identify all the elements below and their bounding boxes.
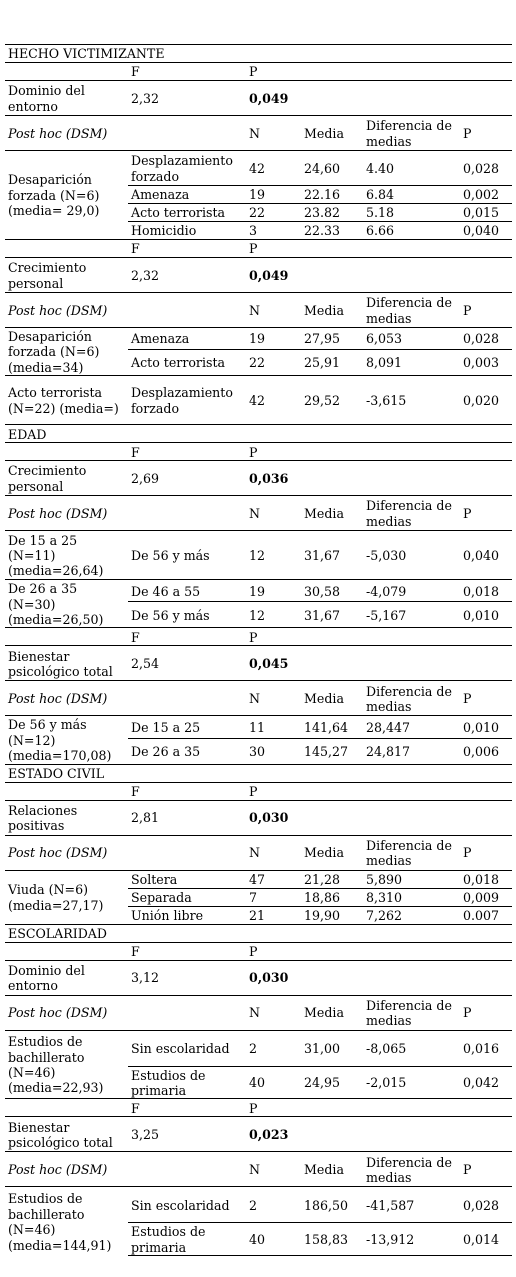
- diff-value: 4.40: [363, 151, 460, 186]
- f-header: F: [128, 628, 246, 646]
- f-header: F: [128, 63, 246, 81]
- group-label: De 56 y más (N=12) (media=170,08): [5, 716, 128, 764]
- p-value: 0,030: [246, 960, 512, 995]
- n-value: 2: [246, 1187, 301, 1223]
- diff-value: -41,587: [363, 1187, 460, 1223]
- posthoc-label: Post hoc (DSM): [5, 293, 246, 328]
- f-value: 2,32: [128, 258, 246, 293]
- diff-header: Diferencia de medias: [363, 835, 460, 870]
- p-header: P: [246, 1099, 512, 1117]
- anova-row: [5, 646, 512, 681]
- comparison-row: [5, 716, 512, 738]
- comparison-row: [5, 531, 512, 580]
- anova-row: [5, 960, 512, 995]
- posthoc-p-value: 0,014: [460, 1223, 512, 1256]
- group-label: Desaparición forzada (N=6) (media= 29,0): [5, 151, 128, 240]
- fp-header-row: [5, 628, 512, 646]
- media-value: 19,90: [301, 906, 363, 924]
- posthoc-p-value: 0,020: [460, 376, 512, 425]
- media-value: 30,58: [301, 580, 363, 602]
- comparison-group: De 26 a 35: [128, 738, 246, 764]
- diff-value: -13,912: [363, 1223, 460, 1256]
- section-header-row: [5, 924, 512, 942]
- f-value: 3,25: [128, 1117, 246, 1152]
- posthoc-label: Post hoc (DSM): [5, 681, 246, 716]
- n-value: 19: [246, 186, 301, 204]
- diff-value: -8,065: [363, 1030, 460, 1066]
- media-value: 22.16: [301, 186, 363, 204]
- p-value: 0,036: [246, 461, 512, 496]
- posthoc-p-value: 0,003: [460, 350, 512, 376]
- posthoc-p-header: P: [460, 681, 512, 716]
- diff-header: Diferencia de medias: [363, 496, 460, 531]
- diff-value: 7,262: [363, 906, 460, 924]
- n-header: N: [246, 1152, 301, 1187]
- diff-value: 8,310: [363, 888, 460, 906]
- variable-name: Crecimiento personal: [5, 461, 128, 496]
- group-label: Desaparición forzada (N=6) (media=34): [5, 328, 128, 376]
- media-header: Media: [301, 681, 363, 716]
- comparison-group: De 15 a 25: [128, 716, 246, 738]
- diff-value: 8,091: [363, 350, 460, 376]
- diff-value: 28,447: [363, 716, 460, 738]
- media-value: 158,83: [301, 1223, 363, 1256]
- media-value: 31,00: [301, 1030, 363, 1066]
- diff-header: Diferencia de medias: [363, 681, 460, 716]
- n-header: N: [246, 835, 301, 870]
- n-value: 21: [246, 906, 301, 924]
- comparison-row: [5, 376, 512, 425]
- posthoc-p-header: P: [460, 1152, 512, 1187]
- section-title: HECHO VICTIMIZANTE: [5, 45, 512, 63]
- posthoc-p-header: P: [460, 835, 512, 870]
- comparison-row: [5, 1030, 512, 1066]
- p-value: 0,045: [246, 646, 512, 681]
- group-label: Viuda (N=6) (media=27,17): [5, 870, 128, 924]
- posthoc-p-value: 0.007: [460, 906, 512, 924]
- p-value: 0,023: [246, 1117, 512, 1152]
- anova-row: [5, 258, 512, 293]
- posthoc-p-value: 0,040: [460, 531, 512, 580]
- posthoc-label: Post hoc (DSM): [5, 1152, 246, 1187]
- results-table: [5, 44, 512, 1256]
- comparison-group: Separada: [128, 888, 246, 906]
- section-title: ESTADO CIVIL: [5, 764, 512, 782]
- comparison-group: Amenaza: [128, 328, 246, 350]
- section-title: EDAD: [5, 425, 512, 443]
- media-header: Media: [301, 293, 363, 328]
- diff-value: 6.84: [363, 186, 460, 204]
- group-label: Estudios de bachillerato (N=46) (media=22,93): [5, 1030, 128, 1099]
- section-header-row: [5, 764, 512, 782]
- fp-header-row: [5, 782, 512, 800]
- empty-cell: [5, 942, 128, 960]
- p-header: P: [246, 240, 512, 258]
- anova-row: [5, 81, 512, 116]
- comparison-group: Acto terrorista: [128, 350, 246, 376]
- f-value: 3,12: [128, 960, 246, 995]
- media-header: Media: [301, 116, 363, 151]
- n-value: 22: [246, 350, 301, 376]
- comparison-group: Estudios de primaria: [128, 1066, 246, 1099]
- posthoc-p-value: 0,015: [460, 204, 512, 222]
- empty-cell: [5, 1099, 128, 1117]
- posthoc-p-value: 0,010: [460, 602, 512, 628]
- variable-name: Bienestar psicológico total: [5, 646, 128, 681]
- comparison-group: Homicidio: [128, 222, 246, 240]
- diff-value: 5,890: [363, 870, 460, 888]
- posthoc-p-value: 0,042: [460, 1066, 512, 1099]
- p-value: 0,030: [246, 800, 512, 835]
- posthoc-header-row: [5, 496, 512, 531]
- posthoc-label: Post hoc (DSM): [5, 496, 246, 531]
- media-value: 24,95: [301, 1066, 363, 1099]
- empty-cell: [5, 63, 128, 81]
- posthoc-p-header: P: [460, 496, 512, 531]
- media-value: 186,50: [301, 1187, 363, 1223]
- n-value: 40: [246, 1223, 301, 1256]
- group-label: Acto terrorista (N=22) (media=): [5, 376, 128, 425]
- f-header: F: [128, 942, 246, 960]
- media-value: 24,60: [301, 151, 363, 186]
- media-header: Media: [301, 496, 363, 531]
- media-value: 21,28: [301, 870, 363, 888]
- posthoc-p-value: 0,009: [460, 888, 512, 906]
- comparison-group: Sin escolaridad: [128, 1187, 246, 1223]
- n-value: 19: [246, 580, 301, 602]
- posthoc-header-row: [5, 835, 512, 870]
- f-header: F: [128, 782, 246, 800]
- section-header-row: [5, 425, 512, 443]
- f-header: F: [128, 443, 246, 461]
- anova-row: [5, 461, 512, 496]
- comparison-group: De 56 y más: [128, 531, 246, 580]
- diff-header: Diferencia de medias: [363, 293, 460, 328]
- variable-name: Bienestar psicológico total: [5, 1117, 128, 1152]
- n-value: 19: [246, 328, 301, 350]
- posthoc-p-value: 0,018: [460, 580, 512, 602]
- posthoc-header-row: [5, 1152, 512, 1187]
- comparison-group: Soltera: [128, 870, 246, 888]
- diff-header: Diferencia de medias: [363, 995, 460, 1030]
- comparison-group: Unión libre: [128, 906, 246, 924]
- group-label: De 15 a 25 (N=11) (media=26,64): [5, 531, 128, 580]
- posthoc-header-row: [5, 995, 512, 1030]
- diff-value: -2,015: [363, 1066, 460, 1099]
- n-value: 2: [246, 1030, 301, 1066]
- posthoc-p-value: 0,040: [460, 222, 512, 240]
- diff-value: 5.18: [363, 204, 460, 222]
- p-header: P: [246, 628, 512, 646]
- n-header: N: [246, 293, 301, 328]
- variable-name: Dominio del entorno: [5, 960, 128, 995]
- diff-value: -4,079: [363, 580, 460, 602]
- p-value: 0,049: [246, 81, 512, 116]
- posthoc-p-value: 0,028: [460, 1187, 512, 1223]
- media-value: 23.82: [301, 204, 363, 222]
- section-header-row: [5, 45, 512, 63]
- comparison-group: Desplazamiento forzado: [128, 151, 246, 186]
- comparison-row: [5, 870, 512, 888]
- diff-value: -3,615: [363, 376, 460, 425]
- comparison-group: Acto terrorista: [128, 204, 246, 222]
- posthoc-p-value: 0,010: [460, 716, 512, 738]
- n-value: 22: [246, 204, 301, 222]
- group-label: Estudios de bachillerato (N=46) (media=144,91): [5, 1187, 128, 1256]
- n-value: 47: [246, 870, 301, 888]
- posthoc-header-row: [5, 681, 512, 716]
- posthoc-p-value: 0,028: [460, 328, 512, 350]
- n-value: 3: [246, 222, 301, 240]
- fp-header-row: [5, 63, 512, 81]
- fp-header-row: [5, 240, 512, 258]
- f-value: 2,81: [128, 800, 246, 835]
- posthoc-p-header: P: [460, 293, 512, 328]
- diff-value: 6,053: [363, 328, 460, 350]
- media-header: Media: [301, 1152, 363, 1187]
- media-value: 141,64: [301, 716, 363, 738]
- diff-value: 24,817: [363, 738, 460, 764]
- media-value: 25,91: [301, 350, 363, 376]
- comparison-row: [5, 1187, 512, 1223]
- posthoc-label: Post hoc (DSM): [5, 995, 246, 1030]
- comparison-group: De 56 y más: [128, 602, 246, 628]
- comparison-row: [5, 328, 512, 350]
- media-value: 27,95: [301, 328, 363, 350]
- p-value: 0,049: [246, 258, 512, 293]
- p-header: P: [246, 942, 512, 960]
- posthoc-p-value: 0,018: [460, 870, 512, 888]
- n-value: 42: [246, 376, 301, 425]
- variable-name: Relaciones positivas: [5, 800, 128, 835]
- comparison-group: Desplazamiento forzado: [128, 376, 246, 425]
- section-title: ESCOLARIDAD: [5, 924, 512, 942]
- n-value: 12: [246, 531, 301, 580]
- anova-row: [5, 1117, 512, 1152]
- n-value: 30: [246, 738, 301, 764]
- variable-name: Crecimiento personal: [5, 258, 128, 293]
- posthoc-header-row: [5, 116, 512, 151]
- anova-row: [5, 800, 512, 835]
- f-header: F: [128, 1099, 246, 1117]
- n-header: N: [246, 681, 301, 716]
- empty-cell: [5, 240, 128, 258]
- posthoc-p-value: 0,002: [460, 186, 512, 204]
- comparison-group: De 46 a 55: [128, 580, 246, 602]
- comparison-group: Estudios de primaria: [128, 1223, 246, 1256]
- f-value: 2,54: [128, 646, 246, 681]
- p-header: P: [246, 782, 512, 800]
- diff-value: -5,030: [363, 531, 460, 580]
- media-value: 22.33: [301, 222, 363, 240]
- diff-value: -5,167: [363, 602, 460, 628]
- media-value: 31,67: [301, 531, 363, 580]
- media-value: 29,52: [301, 376, 363, 425]
- n-value: 7: [246, 888, 301, 906]
- diff-header: Diferencia de medias: [363, 1152, 460, 1187]
- p-header: P: [246, 63, 512, 81]
- empty-cell: [5, 443, 128, 461]
- f-value: 2,69: [128, 461, 246, 496]
- media-header: Media: [301, 835, 363, 870]
- n-value: 11: [246, 716, 301, 738]
- n-header: N: [246, 496, 301, 531]
- media-value: 18,86: [301, 888, 363, 906]
- n-header: N: [246, 116, 301, 151]
- comparison-group: Sin escolaridad: [128, 1030, 246, 1066]
- f-header: F: [128, 240, 246, 258]
- n-value: 12: [246, 602, 301, 628]
- media-value: 145,27: [301, 738, 363, 764]
- posthoc-label: Post hoc (DSM): [5, 835, 246, 870]
- media-header: Media: [301, 995, 363, 1030]
- n-header: N: [246, 995, 301, 1030]
- posthoc-p-value: 0,016: [460, 1030, 512, 1066]
- posthoc-p-value: 0,028: [460, 151, 512, 186]
- diff-header: Diferencia de medias: [363, 116, 460, 151]
- diff-value: 6.66: [363, 222, 460, 240]
- f-value: 2,32: [128, 81, 246, 116]
- comparison-row: [5, 580, 512, 602]
- media-value: 31,67: [301, 602, 363, 628]
- group-label: De 26 a 35 (N=30) (media=26,50): [5, 580, 128, 628]
- posthoc-header-row: [5, 293, 512, 328]
- posthoc-p-header: P: [460, 116, 512, 151]
- posthoc-p-header: P: [460, 995, 512, 1030]
- variable-name: Dominio del entorno: [5, 81, 128, 116]
- empty-cell: [5, 782, 128, 800]
- fp-header-row: [5, 1099, 512, 1117]
- p-header: P: [246, 443, 512, 461]
- n-value: 42: [246, 151, 301, 186]
- comparison-row: [5, 151, 512, 186]
- fp-header-row: [5, 443, 512, 461]
- fp-header-row: [5, 942, 512, 960]
- n-value: 40: [246, 1066, 301, 1099]
- posthoc-label: Post hoc (DSM): [5, 116, 246, 151]
- posthoc-p-value: 0,006: [460, 738, 512, 764]
- comparison-group: Amenaza: [128, 186, 246, 204]
- empty-cell: [5, 628, 128, 646]
